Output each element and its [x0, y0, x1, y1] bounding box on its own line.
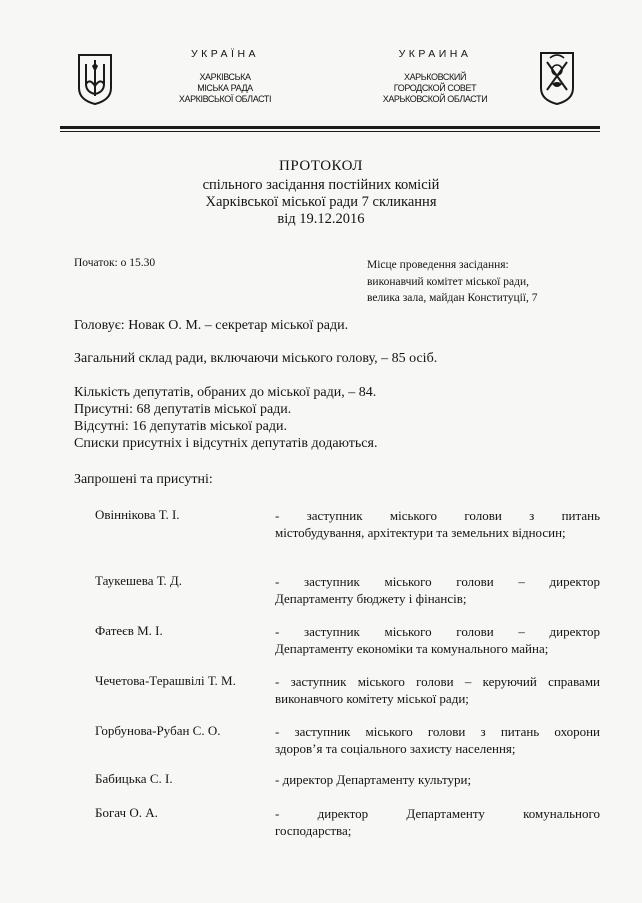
header-right-block [365, 48, 505, 105]
invited-name: Горбунова-Рубан С. О. [95, 723, 221, 738]
invited-name: Бабицька С. І. [95, 771, 173, 786]
invited-role [275, 573, 600, 607]
header-right-line-3: ХАРЬКОВСКОЙ ОБЛАСТИ [382, 94, 488, 104]
invited-role [275, 723, 600, 757]
document-subtitle-line-1: спільного засідання постійних комісій [202, 177, 440, 193]
header-left-line-1: ХАРКІВСЬКА [199, 72, 251, 82]
invited-name: Овіннікова Т. І. [95, 507, 180, 522]
invited-role-rest: господарства; [275, 823, 352, 838]
invited-name: Таукешева Т. Д. [95, 573, 183, 588]
header-left-block [160, 48, 290, 105]
deputy-count-present: Присутні: 68 депутатів міської ради. [74, 402, 292, 417]
header-right-line-1: ХАРЬКОВСКИЙ [403, 72, 467, 82]
invited-role-rest: Департаменту бюджету і фінансів; [275, 591, 467, 606]
header-divider-thin [60, 131, 600, 132]
deputy-count-absent: Відсутні: 16 депутатів міської ради. [74, 419, 288, 434]
meeting-start-time: Початок: о 15.30 [74, 257, 156, 269]
document-title-block [0, 158, 642, 228]
meeting-place-line-2: виконавчий комітет міської ради, [367, 275, 529, 288]
invited-role [275, 805, 600, 839]
header-left-line-2: МІСЬКА РАДА [197, 83, 253, 93]
invited-role [275, 623, 600, 657]
total-composition-paragraph: Загальний склад ради, включаючи міського голову, – 85 осіб. [74, 351, 438, 366]
invited-role-line-1: - заступник міського голови – директор [275, 574, 600, 589]
header-right-country: УКРАИНА [398, 48, 472, 60]
invited-role-line-1: - заступник міського голови – директор [275, 624, 600, 639]
invited-heading: Запрошені та присутні: [74, 472, 213, 487]
meeting-place [367, 257, 538, 307]
invited-role [275, 673, 600, 707]
deputy-lists-note: Списки присутніх і відсутніх депутатів додаються. [74, 436, 378, 451]
trident-coat-of-arms-icon [76, 52, 114, 106]
invited-role-line-1: - заступник міського голови з питань охорони [275, 724, 600, 739]
chair-paragraph: Головує: Новак О. М. – секретар міської ради. [74, 318, 349, 333]
header-right-line-2: ГОРОДСКОЙ СОВЕТ [393, 83, 477, 93]
header-divider-thick [60, 126, 600, 129]
invited-role-rest: Департаменту економіки та комунального майна; [275, 641, 549, 656]
document-subtitle-line-2: Харківської міської ради 7 скликання [205, 194, 437, 210]
invited-name: Богач О. А. [95, 805, 158, 820]
kharkiv-city-coat-of-arms-icon [538, 50, 576, 106]
deputy-counts-paragraph [74, 384, 377, 452]
invited-name: Чечетова-Терашвілі Т. М. [95, 673, 236, 688]
invited-role-line-1: - заступник міського голови з питань [275, 508, 600, 523]
invited-role [275, 507, 600, 541]
invited-name: Фатеєв М. І. [95, 623, 163, 638]
deputy-count-elected: Кількість депутатів, обраних до міської ради, – 84. [74, 385, 377, 400]
invited-role-rest: здоров’я та соціального захисту населення; [275, 741, 516, 756]
invited-role-rest: містобудування, архітектури та земельних відносин; [275, 525, 566, 540]
header-left-line-3: ХАРКІВСЬКОЇ ОБЛАСТІ [178, 94, 272, 104]
meeting-place-line-1: Місце проведення засідання: [367, 259, 509, 271]
invited-role-line-1: - заступник міського голови – керуючий справами [275, 674, 600, 689]
invited-role [275, 771, 600, 788]
document-date: від 19.12.2016 [277, 211, 365, 227]
invited-role-rest: виконавчого комітету міської ради; [275, 691, 469, 706]
document-title: ПРОТОКОЛ [279, 158, 363, 174]
header-left-country: УКРАЇНА [190, 48, 260, 60]
meeting-place-line-3: велика зала, майдан Конституції, 7 [367, 292, 538, 304]
invited-role-line-1: - директор Департаменту комунального [275, 806, 600, 821]
invited-role-line-1: - директор Департаменту культури; [275, 772, 472, 787]
